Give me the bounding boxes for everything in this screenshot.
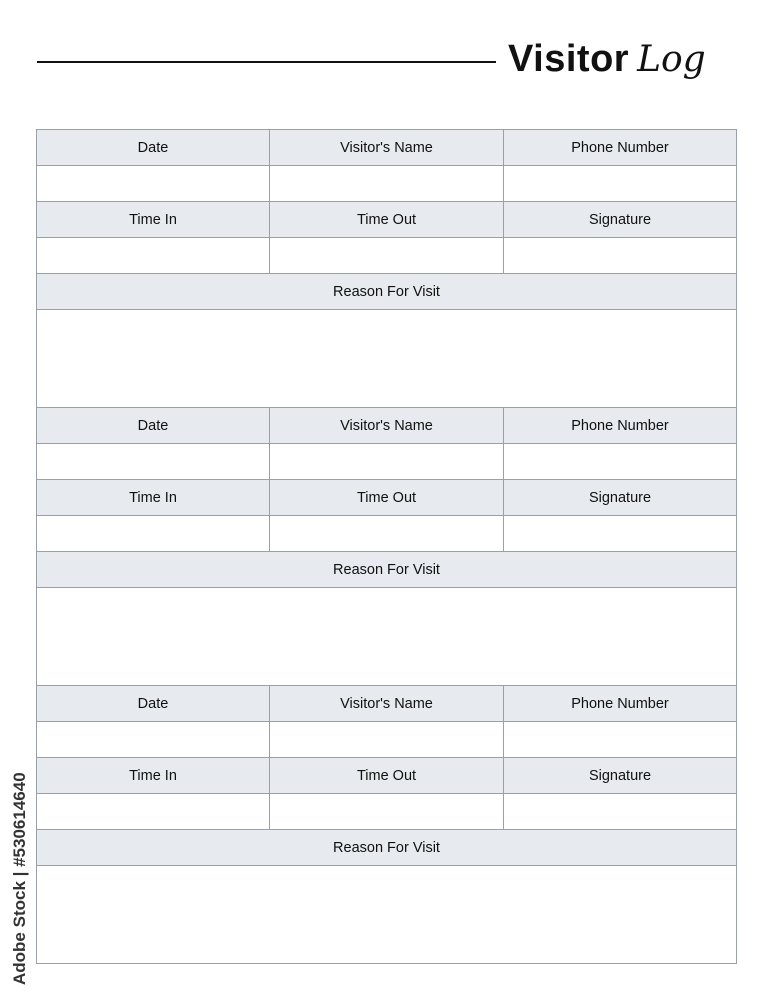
date-header: Date [37,686,270,722]
time-out-header: Time Out [270,480,504,516]
visitor-s-name-header: Visitor's Name [270,408,504,444]
visitor-s-name-field[interactable] [270,722,504,758]
time-out-field[interactable] [270,516,504,552]
phone-number-field[interactable] [504,444,736,480]
signature-field[interactable] [504,238,736,274]
visitor-s-name-field[interactable] [270,166,504,202]
signature-header: Signature [504,202,736,238]
reason-field[interactable] [37,588,736,686]
visitor-entry [37,686,736,963]
time-in-field[interactable] [37,794,270,830]
phone-number-header: Phone Number [504,686,736,722]
stock-watermark: Adobe Stock | #530614640 [10,772,29,985]
visitor-entry [37,130,736,408]
time-in-header: Time In [37,480,270,516]
date-field[interactable] [37,444,270,480]
time-in-header: Time In [37,758,270,794]
time-in-field[interactable] [37,238,270,274]
time-out-field[interactable] [270,794,504,830]
reason-header: Reason For Visit [37,274,736,310]
phone-number-field[interactable] [504,722,736,758]
title-bold: Visitor [508,38,630,80]
phone-number-field[interactable] [504,166,736,202]
signature-field[interactable] [504,794,736,830]
date-header: Date [37,130,270,166]
visitor-s-name-field[interactable] [270,444,504,480]
date-header: Date [37,408,270,444]
date-field[interactable] [37,722,270,758]
visitor-s-name-header: Visitor's Name [270,686,504,722]
reason-field[interactable] [37,310,736,408]
title-script: Log [637,39,706,80]
visitor-s-name-header: Visitor's Name [270,130,504,166]
page-title [508,38,706,81]
title-rule [37,61,496,63]
time-in-header: Time In [37,202,270,238]
time-out-header: Time Out [270,202,504,238]
phone-number-header: Phone Number [504,408,736,444]
visitor-log-table [36,129,737,964]
time-out-header: Time Out [270,758,504,794]
reason-header: Reason For Visit [37,830,736,866]
reason-field[interactable] [37,866,736,963]
reason-header: Reason For Visit [37,552,736,588]
signature-field[interactable] [504,516,736,552]
date-field[interactable] [37,166,270,202]
phone-number-header: Phone Number [504,130,736,166]
time-out-field[interactable] [270,238,504,274]
visitor-entry [37,408,736,686]
time-in-field[interactable] [37,516,270,552]
signature-header: Signature [504,758,736,794]
signature-header: Signature [504,480,736,516]
